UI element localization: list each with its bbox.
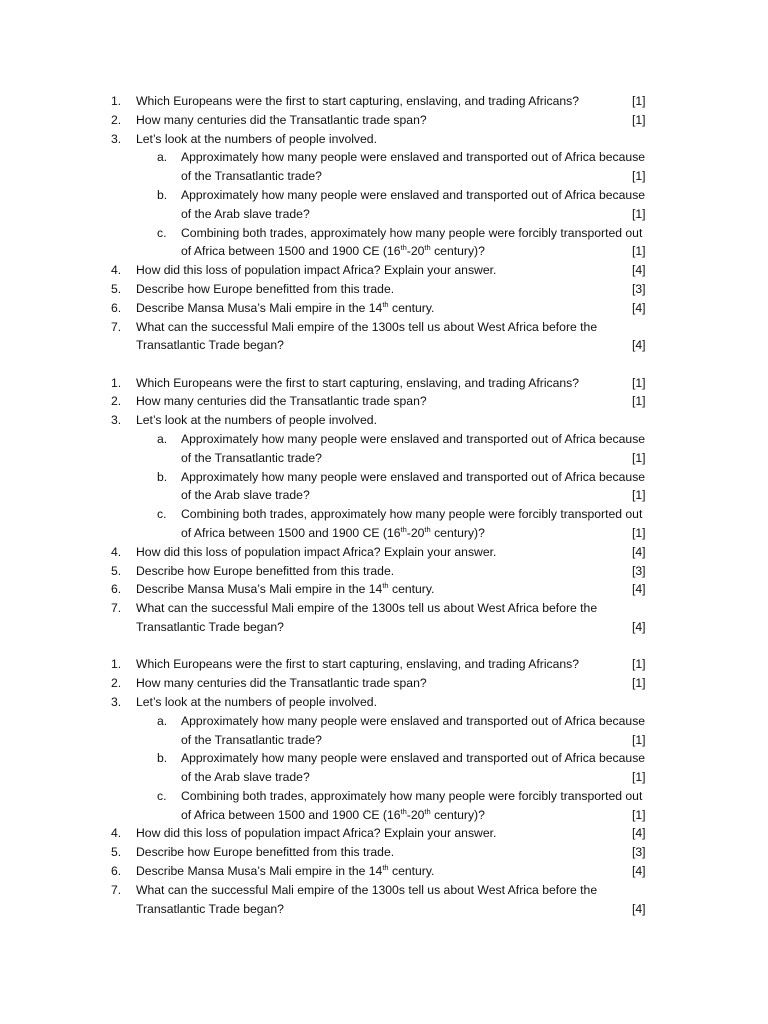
question-text: Let’s look at the numbers of people involved. <box>136 413 377 428</box>
marks-label: [3] <box>632 281 646 296</box>
text-part: -20 <box>406 244 425 259</box>
sub-question-text: of the Arab slave trade? <box>181 488 310 503</box>
question-text: How many centuries did the Transatlantic trade span? <box>136 112 427 127</box>
question-3 <box>0 411 768 430</box>
question-6 <box>0 299 768 318</box>
ordinal-suffix: th <box>400 806 407 816</box>
marks-label: [1] <box>632 807 646 822</box>
question-7 <box>0 599 768 618</box>
marks-label: [1] <box>632 488 646 503</box>
sub-question-letter: a. <box>157 150 168 165</box>
question-number: 5. <box>111 281 122 296</box>
marks-label: [4] <box>632 263 646 278</box>
question-text: Which Europeans were the first to start capturing, enslaving, and trading Africans? <box>136 657 580 672</box>
question-3a <box>0 148 768 167</box>
question-text: Let’s look at the numbers of people involved. <box>136 131 377 146</box>
marks-label: [4] <box>632 300 646 315</box>
question-3c-cont <box>0 524 768 543</box>
question-number: 6. <box>111 300 122 315</box>
sub-question-text <box>181 524 485 543</box>
sub-question-text: Combining both trades, approximately how many people were forcibly transported out <box>181 507 643 522</box>
question-text: How did this loss of population impact Africa? Explain your answer. <box>136 263 497 278</box>
marks-label: [4] <box>632 901 646 916</box>
text-part: -20 <box>406 807 425 822</box>
question-set-3 <box>0 655 768 918</box>
question-7 <box>0 881 768 900</box>
sub-question-letter: c. <box>157 507 167 522</box>
question-5 <box>0 843 768 862</box>
question-3c <box>0 787 768 806</box>
marks-label: [4] <box>632 582 646 597</box>
marks-label: [3] <box>632 845 646 860</box>
question-6 <box>0 862 768 881</box>
question-3c-cont <box>0 806 768 825</box>
question-2 <box>0 111 768 130</box>
sub-question-text: Combining both trades, approximately how many people were forcibly transported out <box>181 788 643 803</box>
question-3b-cont <box>0 768 768 787</box>
sub-question-letter: a. <box>157 713 168 728</box>
question-5 <box>0 562 768 581</box>
text-part: century)? <box>430 807 485 822</box>
question-3a <box>0 712 768 731</box>
question-3a <box>0 430 768 449</box>
text-part: -20 <box>406 526 425 541</box>
question-text: Describe how Europe benefitted from this trade. <box>136 281 395 296</box>
text-part: century. <box>388 582 435 597</box>
text-part: Describe Mansa Musa’s Mali empire in the 14 <box>136 582 383 597</box>
sub-question-text: Approximately how many people were enslaved and transported out of Africa because <box>181 150 646 165</box>
question-set-1 <box>0 92 768 355</box>
sub-question-text: of the Transatlantic trade? <box>181 450 322 465</box>
marks-label: [4] <box>632 826 646 841</box>
question-4 <box>0 261 768 280</box>
sub-question-text: Approximately how many people were enslaved and transported out of Africa because <box>181 432 646 447</box>
marks-label: [1] <box>632 732 646 747</box>
question-number: 5. <box>111 563 122 578</box>
question-set-2 <box>0 374 768 637</box>
question-3c <box>0 224 768 243</box>
question-number: 4. <box>111 263 122 278</box>
marks-label: [1] <box>632 676 646 691</box>
question-3b-cont <box>0 486 768 505</box>
sub-question-text: Approximately how many people were enslaved and transported out of Africa because <box>181 187 646 202</box>
question-text: What can the successful Mali empire of the 1300s tell us about West Africa before the <box>136 319 598 334</box>
question-number: 1. <box>111 94 122 108</box>
question-2 <box>0 392 768 411</box>
marks-label: [4] <box>632 544 646 559</box>
question-text: Which Europeans were the first to start capturing, enslaving, and trading Africans? <box>136 375 580 390</box>
sub-question-letter: b. <box>157 751 168 766</box>
question-1 <box>0 374 768 393</box>
question-number: 3. <box>111 131 122 146</box>
marks-label: [4] <box>632 620 646 635</box>
question-5 <box>0 280 768 299</box>
marks-label: [1] <box>632 526 646 541</box>
sub-question-text <box>181 806 485 825</box>
text-part: Describe Mansa Musa’s Mali empire in the 14 <box>136 864 383 879</box>
ordinal-suffix: th <box>382 581 389 591</box>
question-4 <box>0 824 768 843</box>
question-number: 1. <box>111 657 122 672</box>
question-text: How did this loss of population impact Africa? Explain your answer. <box>136 544 497 559</box>
question-text: How did this loss of population impact Africa? Explain your answer. <box>136 826 497 841</box>
marks-label: [1] <box>632 394 646 409</box>
question-number: 3. <box>111 694 122 709</box>
question-number: 4. <box>111 826 122 841</box>
question-3a-cont <box>0 167 768 186</box>
question-1 <box>0 655 768 674</box>
question-number: 2. <box>111 394 122 409</box>
question-text: What can the successful Mali empire of the 1300s tell us about West Africa before the <box>136 882 598 897</box>
marks-label: [4] <box>632 864 646 879</box>
question-text: How many centuries did the Transatlantic trade span? <box>136 394 427 409</box>
ordinal-suffix: th <box>400 243 407 253</box>
question-3a-cont <box>0 731 768 750</box>
sub-question-text: Approximately how many people were enslaved and transported out of Africa because <box>181 713 646 728</box>
question-6 <box>0 580 768 599</box>
sub-question-text: of the Arab slave trade? <box>181 206 310 221</box>
marks-label: [1] <box>632 450 646 465</box>
question-7 <box>0 318 768 337</box>
question-3b-cont <box>0 205 768 224</box>
question-number: 7. <box>111 882 122 897</box>
question-7-cont <box>0 336 768 355</box>
question-text: Transatlantic Trade began? <box>136 901 284 916</box>
marks-label: [1] <box>632 94 646 108</box>
question-number: 4. <box>111 544 122 559</box>
text-part: century)? <box>430 526 485 541</box>
text-part: of Africa between 1500 and 1900 CE (16 <box>181 526 401 541</box>
question-number: 3. <box>111 413 122 428</box>
text-part: of Africa between 1500 and 1900 CE (16 <box>181 244 401 259</box>
question-3b <box>0 468 768 487</box>
question-3a-cont <box>0 449 768 468</box>
sub-question-letter: a. <box>157 432 168 447</box>
question-number: 1. <box>111 375 122 390</box>
marks-label: [3] <box>632 563 646 578</box>
text-part: of Africa between 1500 and 1900 CE (16 <box>181 807 401 822</box>
question-number: 7. <box>111 601 122 616</box>
sub-question-text: Approximately how many people were enslaved and transported out of Africa because <box>181 469 646 484</box>
question-text: What can the successful Mali empire of the 1300s tell us about West Africa before the <box>136 601 598 616</box>
question-text <box>136 299 434 318</box>
text-part: century. <box>388 864 435 879</box>
marks-label: [1] <box>632 657 646 672</box>
question-text: Describe how Europe benefitted from this trade. <box>136 563 395 578</box>
question-3b <box>0 749 768 768</box>
question-4 <box>0 543 768 562</box>
ordinal-suffix: th <box>400 524 407 534</box>
question-number: 6. <box>111 582 122 597</box>
question-number: 2. <box>111 112 122 127</box>
sub-question-letter: c. <box>157 788 167 803</box>
marks-label: [1] <box>632 375 646 390</box>
marks-label: [4] <box>632 338 646 353</box>
question-7-cont <box>0 618 768 637</box>
question-text: Transatlantic Trade began? <box>136 620 284 635</box>
sub-question-text: Approximately how many people were enslaved and transported out of Africa because <box>181 751 646 766</box>
question-text: Transatlantic Trade began? <box>136 338 284 353</box>
marks-label: [1] <box>632 169 646 184</box>
sub-question-letter: b. <box>157 187 168 202</box>
question-text <box>136 862 434 881</box>
text-part: century)? <box>430 244 485 259</box>
question-number: 5. <box>111 845 122 860</box>
question-2 <box>0 674 768 693</box>
sub-question-letter: c. <box>157 225 167 240</box>
question-3 <box>0 693 768 712</box>
question-number: 7. <box>111 319 122 334</box>
worksheet-page <box>0 92 768 937</box>
sub-question-text: of the Transatlantic trade? <box>181 169 322 184</box>
question-3 <box>0 130 768 149</box>
ordinal-suffix: th <box>424 524 431 534</box>
text-part: century. <box>388 300 435 315</box>
marks-label: [1] <box>632 770 646 785</box>
question-3c <box>0 505 768 524</box>
ordinal-suffix: th <box>382 863 389 873</box>
question-text: Let’s look at the numbers of people involved. <box>136 694 377 709</box>
sub-question-letter: b. <box>157 469 168 484</box>
ordinal-suffix: th <box>424 243 431 253</box>
sub-question-text: Combining both trades, approximately how many people were forcibly transported out <box>181 225 643 240</box>
marks-label: [1] <box>632 112 646 127</box>
marks-label: [1] <box>632 206 646 221</box>
ordinal-suffix: th <box>382 299 389 309</box>
question-number: 6. <box>111 864 122 879</box>
sub-question-text: of the Arab slave trade? <box>181 770 310 785</box>
ordinal-suffix: th <box>424 806 431 816</box>
question-text: Which Europeans were the first to start capturing, enslaving, and trading Africans? <box>136 94 580 108</box>
question-text: Describe how Europe benefitted from this trade. <box>136 845 395 860</box>
question-text: How many centuries did the Transatlantic trade span? <box>136 676 427 691</box>
sub-question-text: of the Transatlantic trade? <box>181 732 322 747</box>
question-7-cont <box>0 900 768 919</box>
question-number: 2. <box>111 676 122 691</box>
question-3c-cont <box>0 242 768 261</box>
marks-label: [1] <box>632 244 646 259</box>
sub-question-text <box>181 242 485 261</box>
question-3b <box>0 186 768 205</box>
question-text <box>136 580 434 599</box>
text-part: Describe Mansa Musa’s Mali empire in the 14 <box>136 300 383 315</box>
question-1 <box>0 92 768 111</box>
